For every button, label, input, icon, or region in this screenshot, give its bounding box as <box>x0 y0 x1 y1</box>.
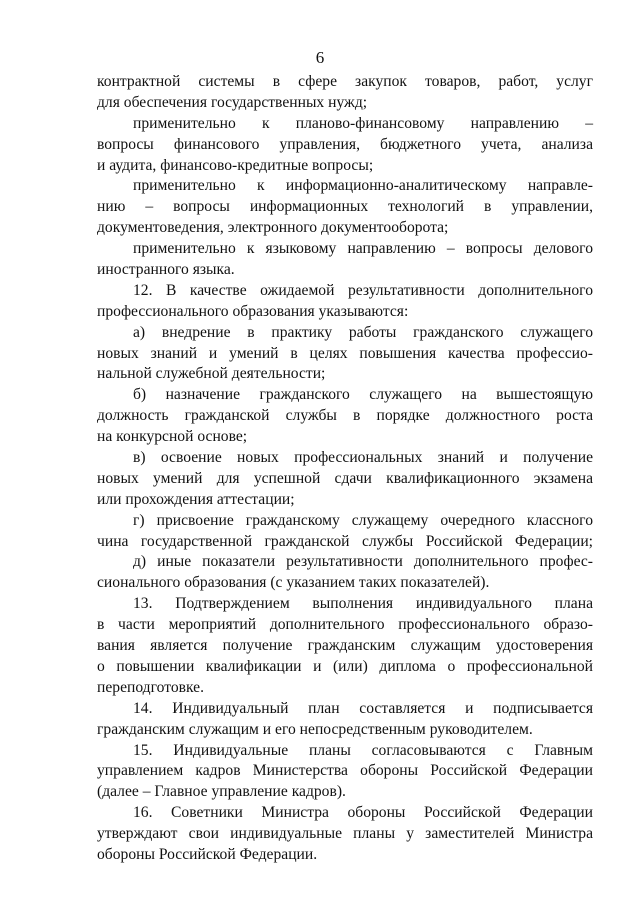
text-line: чина государственной гражданской службы Российской Федерации; <box>97 532 593 550</box>
text-line: 15. Индивидуальные планы согласовываются с Главным <box>133 741 593 759</box>
text-line: обороны Российской Федерации. <box>97 845 318 863</box>
text-line: вания является получение гражданским служащим удостоверения <box>97 637 593 655</box>
text-line: нальной служебной деятельности; <box>97 365 326 383</box>
text-line: о повышении квалификации и (или) диплома о профессиональной <box>97 657 593 675</box>
text-line: д) иные показатели результативности дополнительного профес- <box>133 553 593 571</box>
text-line: 16. Советники Министра обороны Российской Федерации <box>133 804 593 822</box>
text-line: контрактной системы в сфере закупок товаров, работ, услуг <box>97 73 593 90</box>
document-body <box>97 72 593 866</box>
text-line: 12. В качестве ожидаемой результативности дополнительного <box>133 281 593 299</box>
text-line: (далее – Главное управление кадров). <box>97 783 346 801</box>
text-line: и аудита, финансово-кредитные вопросы; <box>97 156 374 174</box>
text-line: в) освоение новых профессиональных знаний и получение <box>133 449 593 467</box>
text-line: применительно к информационно-аналитическому направле- <box>133 177 593 195</box>
text-line: переподготовке. <box>97 678 204 696</box>
text-line: нию – вопросы информационных технологий в управлении, <box>97 198 593 216</box>
text-line: а) внедрение в практику работы гражданского служащего <box>133 323 593 341</box>
text-line: профессионального образования указываются: <box>97 302 409 320</box>
text-line: в части мероприятий дополнительного профессионального образо- <box>97 616 593 634</box>
text-line: 13. Подтверждением выполнения индивидуального плана <box>133 595 593 613</box>
text-line: или прохождения аттестации; <box>97 490 295 508</box>
text-line: управлением кадров Министерства обороны Российской Федерации <box>97 762 593 780</box>
text-line: применительно к планово-финансовому направлению – <box>133 114 593 132</box>
text-line: должность гражданской службы в порядке должностного роста <box>97 407 593 425</box>
text-line: документоведения, электронного документооборота; <box>97 219 449 237</box>
text-line: для обеспечения государственных нужд; <box>97 93 368 111</box>
page-number: 6 <box>315 48 325 67</box>
text-line: иностранного языка. <box>97 261 235 279</box>
text-line: 14. Индивидуальный план составляется и подписывается <box>133 699 593 717</box>
text-line: вопросы финансового управления, бюджетного учета, анализа <box>97 135 593 153</box>
text-line: утверждают свои индивидуальные планы у заместителей Министра <box>97 825 593 843</box>
text-line: новых умений для успешной сдачи квалификационного экзамена <box>97 469 593 487</box>
text-line: гражданским служащим и его непосредственным руководителем. <box>97 720 533 738</box>
text-line: на конкурсной основе; <box>97 428 248 446</box>
text-line: применительно к языковому направлению – вопросы делового <box>133 240 593 258</box>
text-line: б) назначение гражданского служащего на вышестоящую <box>133 386 593 404</box>
text-line: новых знаний и умений в целях повышения качества профессио- <box>97 344 593 362</box>
text-line: г) присвоение гражданскому служащему очередного классного <box>133 511 593 529</box>
text-line: сионального образования (с указанием таких показателей). <box>97 574 490 592</box>
